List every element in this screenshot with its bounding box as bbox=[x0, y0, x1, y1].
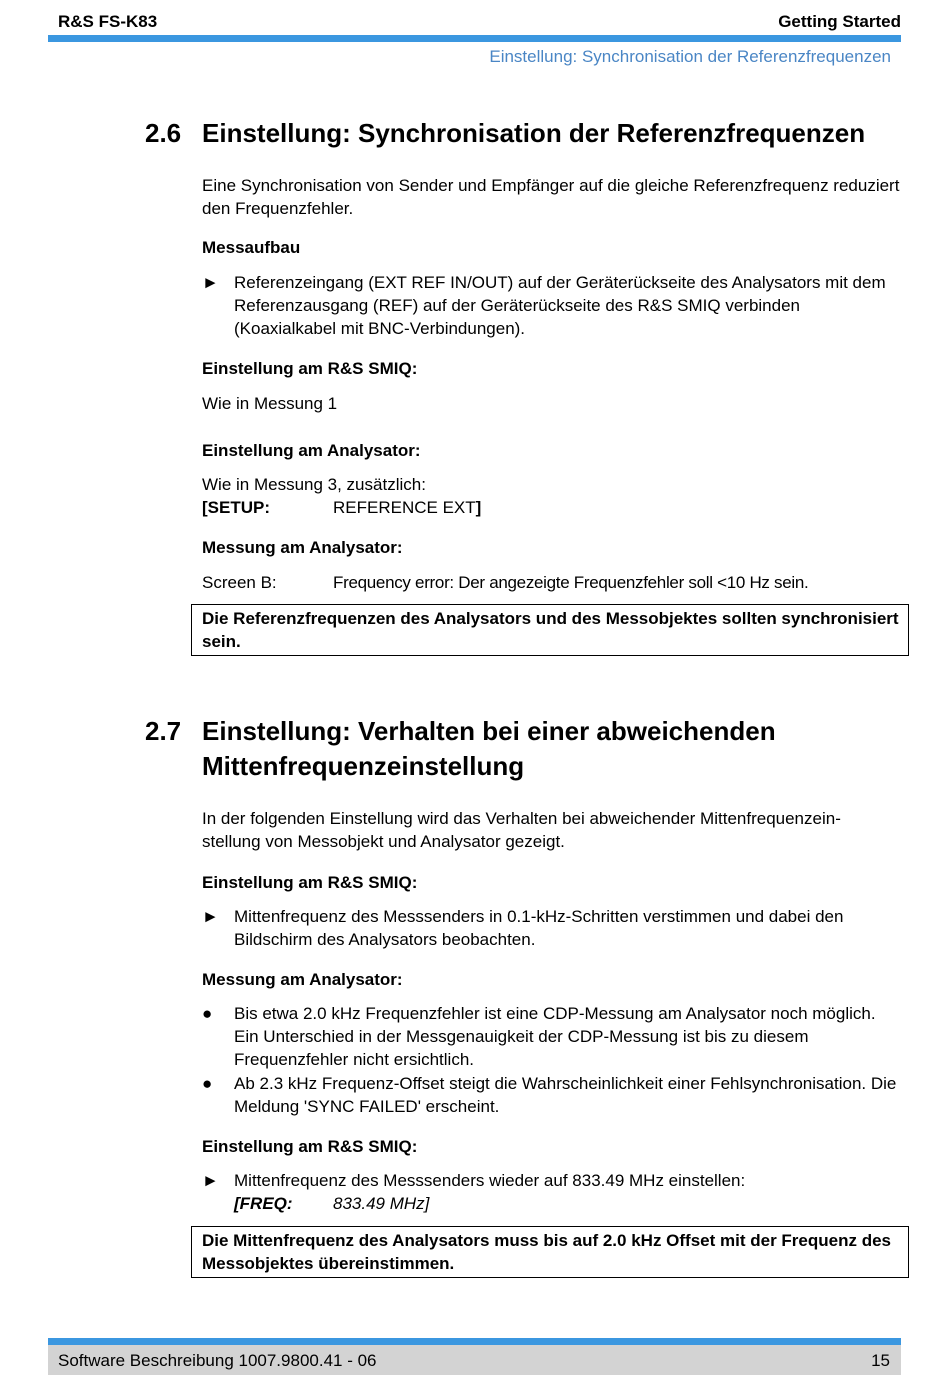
section-number: 2.7 bbox=[145, 716, 182, 746]
triangle-bullet-icon: ► bbox=[202, 1171, 219, 1190]
smiq-heading: Einstellung am R&S SMIQ: bbox=[202, 359, 418, 378]
messaufbau-heading: Messaufbau bbox=[202, 238, 301, 257]
smiq2-heading: Einstellung am R&S SMIQ: bbox=[202, 1137, 418, 1156]
note-box: Die Referenzfrequenzen des Analysators und des Messobjektes sollten synchronisiert sein. bbox=[191, 604, 909, 656]
footer-document: Software Beschreibung 1007.9800.41 - 06 bbox=[58, 1351, 377, 1370]
triangle-bullet-icon: ► bbox=[202, 907, 219, 926]
setup-close: ] bbox=[475, 498, 482, 517]
footer-rule bbox=[48, 1338, 901, 1345]
smiq-text: Wie in Messung 1 bbox=[202, 394, 338, 413]
header-rule bbox=[48, 35, 901, 42]
smiq-heading: Einstellung am R&S SMIQ: bbox=[202, 873, 418, 892]
note-box: Die Mittenfrequenz des Analysators muss bis auf 2.0 kHz Offset mit der Frequenz des Messobjektes übereinstimmen. bbox=[191, 1226, 909, 1278]
section-2-7-heading bbox=[0, 714, 950, 784]
section-2-7-intro: In der folgenden Einstellung wird das Verhalten bei abweichender Mittenfrequenzein-stellung von Messobjekt und Analysator gezeigt. bbox=[202, 809, 841, 851]
freq-value: 833.49 MHz] bbox=[333, 1194, 430, 1213]
freq-row bbox=[0, 1192, 950, 1215]
freq-label: [FREQ: bbox=[234, 1194, 293, 1213]
section-title: Einstellung: Verhalten bei einer abweichenden Mittenfrequenzeinstellung bbox=[202, 716, 776, 781]
setup-value-text: REFERENCE EXT bbox=[333, 498, 476, 517]
section-title: Einstellung: Synchronisation der Referenzfrequenzen bbox=[202, 118, 866, 148]
analyzer-heading: Einstellung am Analysator: bbox=[202, 441, 421, 460]
triangle-bullet-icon: ► bbox=[202, 273, 219, 292]
screen-row bbox=[0, 571, 950, 594]
step-text: Mittenfrequenz des Messsenders in 0.1-kHz-Schritten verstimmen und dabei den Bildschirm des Analysators beobachten. bbox=[234, 907, 844, 949]
step-text: Mittenfrequenz des Messsenders wieder auf 833.49 MHz einstellen: bbox=[234, 1171, 746, 1190]
setup-row bbox=[0, 496, 950, 519]
dot-bullet-icon: ● bbox=[202, 1074, 213, 1093]
header-subtitle: Einstellung: Synchronisation der Referenzfrequenzen bbox=[489, 47, 891, 66]
section-2-6-heading bbox=[0, 116, 950, 151]
header-product: R&S FS-K83 bbox=[58, 12, 158, 31]
screen-value: Frequency error: Der angezeigte Frequenzfehler soll <10 Hz sein. bbox=[333, 573, 809, 592]
page-number: 15 bbox=[871, 1351, 890, 1370]
measure-heading: Messung am Analysator: bbox=[202, 970, 403, 989]
step-text: Referenzeingang (EXT REF IN/OUT) auf der Geräterückseite des Analysators mit dem Referenzausgang (REF) auf der Geräterückseite des R&S SMIQ verbinden (Koaxialkabel mit BNC-Verbindungen). bbox=[234, 273, 886, 338]
bullet-text: Ab 2.3 kHz Frequenz-Offset steigt die Wahrscheinlichkeit einer Fehlsynchronisation. Die Meldung 'SYNC FAILED' erscheint. bbox=[234, 1074, 897, 1116]
bullet-text: Bis etwa 2.0 kHz Frequenzfehler ist eine CDP-Messung am Analysator noch möglich. Ein Unterschied in der Messgenauigkeit der CDP-Messung ist bis zu diesem Frequenzfehler nicht ersichtlich. bbox=[234, 1004, 876, 1069]
setup-value bbox=[333, 496, 481, 519]
analyzer-text: Wie in Messung 3, zusätzlich: bbox=[202, 475, 426, 494]
section-number: 2.6 bbox=[145, 118, 182, 148]
header-chapter: Getting Started bbox=[778, 12, 901, 31]
measure-heading: Messung am Analysator: bbox=[202, 538, 403, 557]
section-2-6-intro: Eine Synchronisation von Sender und Empfänger auf die gleiche Referenzfrequenz reduziert den Frequenzfehler. bbox=[202, 176, 900, 218]
setup-label: [SETUP: bbox=[202, 498, 270, 517]
screen-label: Screen B: bbox=[202, 573, 277, 592]
dot-bullet-icon: ● bbox=[202, 1004, 213, 1023]
